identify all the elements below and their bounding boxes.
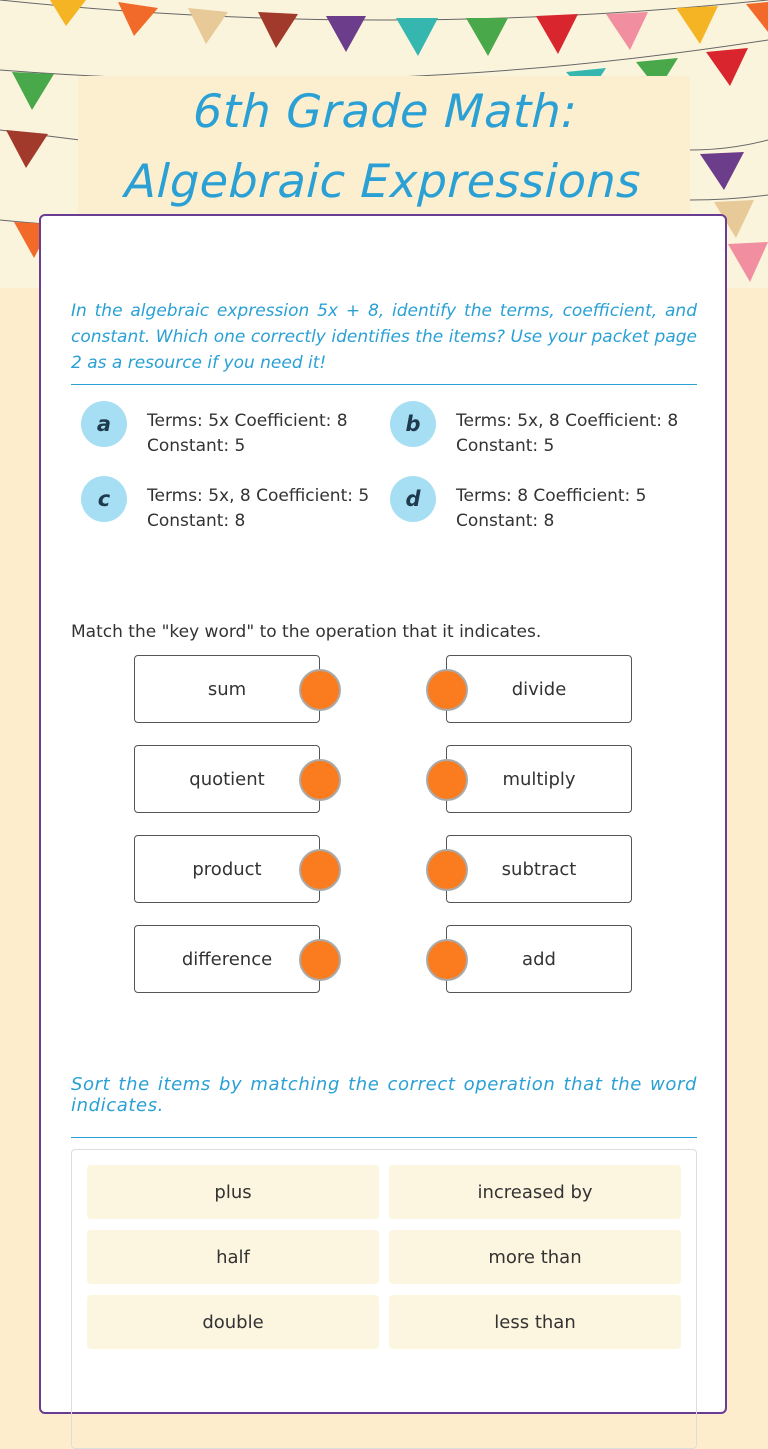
match-right-connector[interactable] (426, 759, 468, 801)
question1-prompt: In the algebraic expression 5x + 8, identify the terms, coefficient, and constant. Which one correctly identifies the items? Use your packet page 2 as a resource if you need it! (71, 301, 697, 373)
sort-item[interactable]: more than (389, 1230, 681, 1284)
match-right-item[interactable]: divide (446, 655, 632, 723)
match-left-item[interactable]: quotient (134, 745, 320, 813)
option-a[interactable] (81, 401, 381, 459)
option-a-letter: a (81, 401, 127, 447)
option-a-text: Terms: 5x Coefficient: 8 Constant: 5 (147, 411, 348, 456)
match-left-connector[interactable] (299, 669, 341, 711)
option-b-text: Terms: 5x, 8 Coefficient: 8 Constant: 5 (456, 411, 679, 456)
match-left-connector[interactable] (299, 849, 341, 891)
option-c-text: Terms: 5x, 8 Coefficient: 5 Constant: 8 (147, 486, 370, 531)
match-right-item[interactable]: subtract (446, 835, 632, 903)
option-c-letter: c (81, 476, 127, 522)
match-left-connector[interactable] (299, 939, 341, 981)
worksheet-card (39, 214, 727, 1414)
question2-prompt: Match the "key word" to the operation that it indicates. (71, 622, 542, 642)
match-right-connector[interactable] (426, 669, 468, 711)
sort-item[interactable]: half (87, 1230, 379, 1284)
match-right-item[interactable]: add (446, 925, 632, 993)
question3-divider (71, 1137, 697, 1138)
title-box (78, 76, 690, 216)
page-title: 6th Grade Math: Algebraic Expressions (123, 84, 642, 208)
option-b[interactable] (390, 401, 690, 459)
match-right-connector[interactable] (426, 849, 468, 891)
match-right-item[interactable]: multiply (446, 745, 632, 813)
sort-items-container (71, 1149, 697, 1449)
match-left-connector[interactable] (299, 759, 341, 801)
question3-prompt: Sort the items by matching the correct operation that the word indicates. (71, 1074, 697, 1116)
match-left-item[interactable]: sum (134, 655, 320, 723)
match-left-item[interactable]: product (134, 835, 320, 903)
sort-item[interactable]: less than (389, 1295, 681, 1349)
match-right-connector[interactable] (426, 939, 468, 981)
option-d[interactable] (390, 476, 690, 534)
match-left-item[interactable]: difference (134, 925, 320, 993)
option-b-letter: b (390, 401, 436, 447)
sort-item[interactable]: double (87, 1295, 379, 1349)
question1-divider (71, 384, 697, 385)
option-d-letter: d (390, 476, 436, 522)
option-c[interactable] (81, 476, 381, 534)
option-d-text: Terms: 8 Coefficient: 5 Constant: 8 (456, 486, 647, 531)
sort-item[interactable]: increased by (389, 1165, 681, 1219)
sort-item[interactable]: plus (87, 1165, 379, 1219)
